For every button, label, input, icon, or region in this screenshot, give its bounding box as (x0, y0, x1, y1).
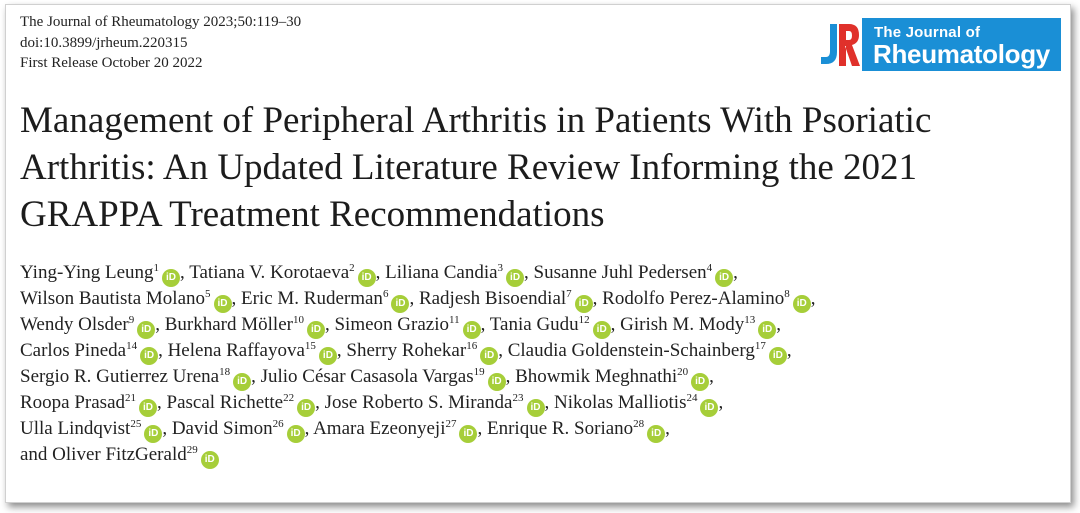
affiliation-superscript: 3 (497, 262, 504, 274)
author-name-text: Sherry Rohekar (346, 340, 467, 361)
author-name[interactable] (490, 314, 590, 335)
author-name-text: Pascal Richette (166, 392, 284, 413)
affiliation-superscript: 27 (445, 418, 457, 430)
article-title: Management of Peripheral Arthritis in Patients With Psoriatic Arthritis: An Updated Literature Review Informing the 2021 GRAPPA Treatment Recommendations (20, 100, 932, 235)
author-separator: , (592, 288, 603, 309)
affiliation-superscript: 21 (125, 392, 137, 404)
author-name-text: Girish M. Mody (620, 314, 745, 335)
author-separator: , (505, 366, 516, 387)
author-separator: , (375, 262, 386, 283)
author-separator: , (231, 288, 241, 309)
author-separator: , (315, 392, 325, 413)
affiliation-superscript: 9 (128, 314, 135, 326)
author-separator: , (304, 418, 314, 439)
author-name-text: Wilson Bautista Molano (20, 288, 205, 309)
author-name[interactable] (20, 418, 141, 439)
jr-logo-mark-icon (818, 22, 862, 68)
orcid-icon[interactable]: iD (233, 373, 251, 391)
article-meta (20, 12, 301, 74)
author-name-text: Amara Ezeonyeji (313, 418, 446, 439)
affiliation-superscript: 23 (512, 392, 524, 404)
orcid-icon[interactable]: iD (287, 425, 305, 443)
author-separator: , (718, 392, 724, 413)
orcid-icon[interactable]: iD (463, 321, 481, 339)
affiliation-superscript: 19 (473, 366, 485, 378)
author-name[interactable] (620, 314, 755, 335)
orcid-icon[interactable]: iD (488, 373, 506, 391)
author-name[interactable] (167, 392, 295, 413)
author-name-text: Tatiana V. Korotaeva (189, 262, 350, 283)
author-line (20, 287, 1065, 313)
author-name[interactable] (20, 262, 159, 283)
author-separator: , (158, 340, 168, 361)
author-separator: , (324, 314, 335, 335)
author-name-text: Eric M. Ruderman (241, 288, 383, 309)
orcid-icon[interactable]: iD (758, 321, 776, 339)
orcid-icon[interactable]: iD (793, 295, 811, 313)
author-name[interactable] (602, 288, 790, 309)
author-name[interactable] (165, 314, 304, 335)
first-release-date: First Release October 20 2022 (20, 55, 203, 71)
orcid-icon[interactable]: iD (593, 321, 611, 339)
affiliation-superscript: 26 (272, 418, 284, 430)
author-separator: , (480, 314, 490, 335)
orcid-icon[interactable]: iD (715, 269, 733, 287)
author-name[interactable] (189, 262, 354, 283)
affiliation-superscript: 8 (784, 288, 790, 300)
author-name-text: Claudia Goldenstein-Schainberg (507, 340, 755, 361)
author-name[interactable] (508, 340, 766, 361)
author-separator: , (162, 418, 172, 439)
orcid-icon[interactable]: iD (459, 425, 477, 443)
author-name-text: Ying-Ying Leung (20, 262, 154, 283)
author-separator: , (709, 366, 714, 387)
author-name[interactable] (346, 340, 477, 361)
author-separator: , (251, 366, 261, 387)
affiliation-superscript: 7 (566, 288, 572, 300)
orcid-icon[interactable]: iD (691, 373, 709, 391)
logo-wordmark (862, 18, 1061, 71)
author-name-text: Radjesh Bisoendial (418, 288, 567, 309)
author-separator: , (733, 262, 738, 283)
affiliation-superscript: 5 (205, 288, 211, 300)
orcid-icon[interactable]: iD (527, 399, 545, 417)
author-line (20, 391, 1065, 417)
author-separator: , (786, 340, 792, 361)
author-line (20, 339, 1065, 365)
author-separator: , (810, 288, 816, 309)
author-name-text: David Simon (171, 418, 273, 439)
author-name[interactable] (20, 314, 134, 335)
author-name[interactable] (261, 366, 485, 387)
affiliation-superscript: 25 (130, 418, 142, 430)
author-separator: , (498, 340, 508, 361)
article-header-frame (5, 4, 1071, 503)
orcid-icon[interactable]: iD (319, 347, 337, 365)
orcid-icon[interactable]: iD (162, 269, 180, 287)
affiliation-superscript: 10 (292, 314, 304, 326)
author-name[interactable] (20, 366, 230, 387)
author-name[interactable] (487, 418, 644, 439)
affiliation-superscript: 4 (706, 262, 713, 274)
author-line (20, 261, 1065, 287)
orcid-icon[interactable]: iD (480, 347, 498, 365)
affiliation-superscript: 22 (283, 392, 295, 404)
author-name-text: Tania Gudu (489, 314, 579, 335)
author-separator: , (544, 392, 554, 413)
author-name[interactable] (20, 340, 137, 361)
author-name-text: Burkhard Möller (164, 314, 293, 335)
affiliation-superscript: 12 (578, 314, 590, 326)
author-list (20, 261, 1065, 469)
orcid-icon[interactable]: iD (140, 347, 158, 365)
orcid-icon[interactable]: iD (139, 399, 157, 417)
orcid-icon[interactable]: iD (391, 295, 409, 313)
author-name[interactable] (325, 392, 524, 413)
orcid-icon[interactable]: iD (358, 269, 376, 287)
orcid-icon[interactable]: iD (700, 399, 718, 417)
author-separator: , (155, 314, 165, 335)
affiliation-superscript: 24 (686, 392, 698, 404)
author-name[interactable] (241, 288, 388, 309)
author-name[interactable] (385, 262, 503, 283)
author-separator: , (776, 314, 781, 335)
orcid-icon[interactable]: iD (144, 425, 162, 443)
author-separator: , (610, 314, 621, 335)
author-line (20, 443, 1065, 469)
author-name[interactable] (554, 392, 697, 413)
author-separator: , (180, 262, 190, 283)
author-name[interactable] (20, 392, 136, 413)
affiliation-superscript: 29 (186, 444, 198, 456)
affiliation-superscript: 16 (466, 340, 478, 352)
orcid-icon[interactable]: iD (137, 321, 155, 339)
affiliation-superscript: 28 (633, 418, 645, 430)
author-name-text: Susanne Juhl Pedersen (533, 262, 707, 283)
author-name-text: Nikolas Malliotis (554, 392, 687, 413)
affiliation-superscript: 20 (677, 366, 689, 378)
author-line (20, 417, 1065, 443)
orcid-icon[interactable]: iD (769, 347, 787, 365)
author-name[interactable] (172, 418, 284, 439)
author-separator: , (524, 262, 534, 283)
author-name[interactable] (20, 288, 211, 309)
affiliation-superscript: 11 (449, 314, 460, 326)
author-name-text: Ulla Lindqvist (20, 418, 131, 439)
author-separator: , (477, 418, 487, 439)
orcid-icon[interactable]: iD (297, 399, 315, 417)
author-name-text: Enrique R. Soriano (486, 418, 634, 439)
author-name-text: Bhowmik Meghnathi (515, 366, 678, 387)
orcid-icon[interactable]: iD (201, 451, 219, 469)
author-name-text: Julio César Casasola Vargas (260, 366, 474, 387)
author-name[interactable] (334, 314, 459, 335)
author-name[interactable] (20, 444, 198, 465)
author-name[interactable] (419, 288, 572, 309)
doi: doi:10.3899/jrheum.220315 (20, 34, 188, 51)
author-separator: , (665, 418, 670, 439)
author-name-text: Carlos Pineda (20, 340, 127, 361)
author-name-text: Simeon Grazio (334, 314, 449, 335)
author-line (20, 313, 1065, 339)
author-name[interactable] (534, 262, 713, 283)
author-name-text: Rodolfo Perez-Alamino (602, 288, 785, 309)
orcid-icon[interactable]: iD (506, 269, 524, 287)
author-name-text: Jose Roberto S. Miranda (324, 392, 513, 413)
author-name-text: Helena Raffayova (167, 340, 305, 361)
author-name-text: and Oliver FitzGerald (20, 444, 187, 465)
orcid-icon[interactable]: iD (575, 295, 593, 313)
author-name-text: Liliana Candia (385, 262, 498, 283)
author-name[interactable] (313, 418, 456, 439)
author-name-text: Roopa Prasad (20, 392, 126, 413)
journal-logo (818, 18, 1063, 72)
logo-line-2: Rheumatology (873, 39, 1050, 69)
orcid-icon[interactable]: iD (307, 321, 325, 339)
affiliation-superscript: 13 (744, 314, 756, 326)
affiliation-superscript: 17 (754, 340, 766, 352)
author-line (20, 365, 1065, 391)
orcid-icon[interactable]: iD (647, 425, 665, 443)
author-name-text: Sergio R. Gutierrez Urena (20, 366, 220, 387)
affiliation-superscript: 15 (304, 340, 316, 352)
author-separator: , (336, 340, 347, 361)
affiliation-superscript: 18 (219, 366, 231, 378)
journal-citation: The Journal of Rheumatology 2023;50:119–30 (20, 14, 302, 30)
affiliation-superscript: 1 (153, 262, 160, 274)
author-separator: , (409, 288, 419, 309)
logo-line-1: The Journal of (874, 24, 981, 41)
affiliation-superscript: 6 (382, 288, 389, 300)
orcid-icon[interactable]: iD (214, 295, 232, 313)
affiliation-superscript: 14 (126, 340, 138, 352)
affiliation-superscript: 2 (349, 262, 355, 274)
author-name[interactable] (515, 366, 688, 387)
author-name-text: Wendy Olsder (20, 314, 129, 335)
author-separator: , (157, 392, 167, 413)
author-name[interactable] (168, 340, 316, 361)
